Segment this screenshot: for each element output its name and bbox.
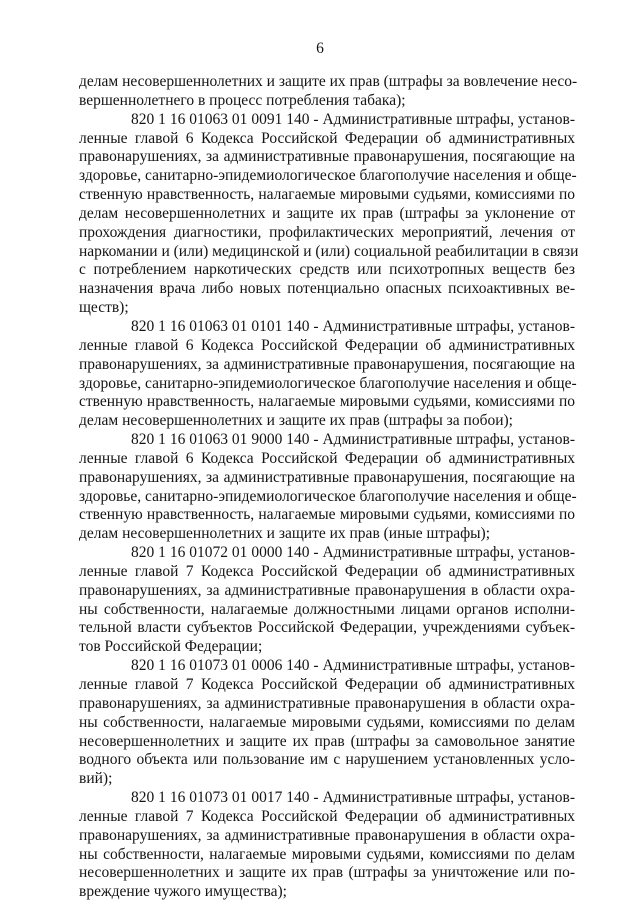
text-line: правонарушениях, за административные правонарушения, посягающие на bbox=[79, 355, 575, 373]
document-body bbox=[79, 73, 579, 902]
text-line: с потреблением наркотических средств или психотропных веществ без bbox=[79, 261, 575, 279]
paragraph-kbk-0101 bbox=[79, 318, 575, 431]
text-line: ны собственности, налагаемые мировыми судьями, комиссиями по делам bbox=[79, 845, 575, 863]
text-line: ленные главой 7 Кодекса Российской Федерации об административных bbox=[79, 676, 575, 693]
text-line: несовершеннолетних и защите их прав (штрафы за самовольное занятие bbox=[79, 732, 575, 750]
text-line: здоровье, санитарно-эпидемиологическое благополучие населения и обще- bbox=[79, 374, 577, 392]
text-line: ленные главой 6 Кодекса Российской Федерации об административных bbox=[79, 449, 575, 467]
paragraph-kbk-01073-0006 bbox=[79, 657, 575, 789]
text-line: ственную нравственность, налагаемые мировыми судьями, комиссиями по bbox=[79, 186, 575, 204]
text-line: 820 1 16 01063 01 0101 140 - Административные штрафы, установ- bbox=[131, 317, 575, 335]
text-line: ленные главой 6 Кодекса Российской Федерации об административных bbox=[79, 129, 575, 147]
text-line: наркомании и (или) медицинской и (или) социальной реабилитации в связи bbox=[79, 242, 579, 260]
text-line: вий); bbox=[79, 770, 113, 788]
page-number: 6 bbox=[316, 40, 324, 57]
text-line: делам несовершеннолетних и защите их прав (иные штрафы); bbox=[79, 525, 491, 543]
text-line: делам несовершеннолетних и защите их прав (штрафы за вовлечение несо- bbox=[79, 73, 578, 90]
text-line: ственную нравственность, налагаемые мировыми судьями, комиссиями по bbox=[79, 506, 575, 524]
text-line: тельной власти субъектов Российской Федерации, учреждениями субъек- bbox=[79, 619, 575, 637]
text-line: назначения врача либо новых потенциально опасных психоактивных ве- bbox=[79, 280, 575, 298]
text-line: здоровье, санитарно-эпидемиологическое благополучие населения и обще- bbox=[79, 167, 577, 185]
text-line: 820 1 16 01073 01 0017 140 - Административные штрафы, установ- bbox=[131, 789, 575, 807]
text-line: ны собственности, налагаемые должностными лицами органов исполни- bbox=[79, 600, 575, 618]
text-line: прохождения диагностики, профилактических мероприятий, лечения от bbox=[79, 223, 575, 241]
text-line: ленные главой 6 Кодекса Российской Федерации об административных bbox=[79, 336, 575, 354]
text-line: здоровье, санитарно-эпидемиологическое благополучие населения и обще- bbox=[79, 487, 577, 505]
text-line: 820 1 16 01072 01 0000 140 - Административные штрафы, установ- bbox=[131, 544, 575, 562]
text-line: ществ); bbox=[79, 299, 129, 317]
text-line: делам несовершеннолетних и защите их прав (штрафы за побои); bbox=[79, 412, 513, 430]
text-line: правонарушениях, за административные правонарушения, посягающие на bbox=[79, 148, 575, 166]
text-line: ственную нравственность, налагаемые мировыми судьями, комиссиями по bbox=[79, 393, 575, 411]
text-line: правонарушениях, за административные правонарушения в области охра- bbox=[79, 694, 575, 712]
text-line: правонарушениях, за административные правонарушения, посягающие на bbox=[79, 468, 575, 486]
text-line: ленные главой 7 Кодекса Российской Федерации об административных bbox=[79, 562, 575, 580]
paragraph-kbk-0091 bbox=[79, 110, 579, 318]
paragraph-kbk-01072-0000 bbox=[79, 544, 575, 657]
text-line: правонарушениях, за административные правонарушения в области охра- bbox=[79, 826, 575, 844]
text-line: 820 1 16 01073 01 0006 140 - Административные штрафы, установ- bbox=[131, 657, 575, 675]
text-line: водного объекта или пользование им с нарушением установленных усло- bbox=[79, 751, 575, 769]
text-line: ны собственности, налагаемые мировыми судьями, комиссиями по делам bbox=[79, 713, 575, 731]
text-line: ленные главой 7 Кодекса Российской Федерации об административных bbox=[79, 807, 575, 825]
text-line: вершеннолетнего в процесс потребления табака); bbox=[79, 91, 406, 109]
text-line: тов Российской Федерации; bbox=[79, 638, 263, 656]
text-line: правонарушениях, за административные правонарушения в области охра- bbox=[79, 581, 575, 599]
paragraph-tabak-continuation bbox=[79, 73, 578, 111]
text-line: 820 1 16 01063 01 0091 140 - Административные штрафы, установ- bbox=[131, 110, 575, 128]
text-line: 820 1 16 01063 01 9000 140 - Административные штрафы, установ- bbox=[131, 431, 575, 449]
text-line: делам несовершеннолетних и защите их прав (штрафы за уклонение от bbox=[79, 204, 575, 222]
text-line: вреждение чужого имущества); bbox=[79, 883, 287, 901]
text-line: несовершеннолетних и защите их прав (штрафы за уничтожение или по- bbox=[79, 864, 575, 882]
paragraph-kbk-01073-0017 bbox=[79, 789, 575, 902]
paragraph-kbk-9000 bbox=[79, 431, 575, 544]
